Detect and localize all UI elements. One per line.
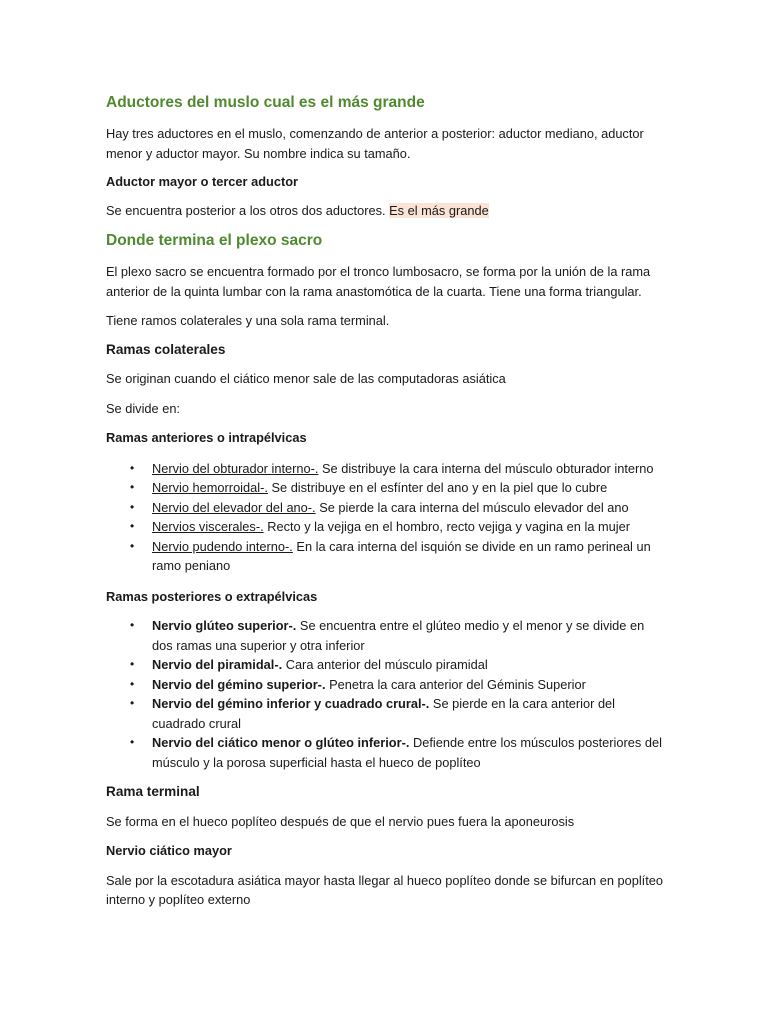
- subheading-ramas-colaterales: Ramas colaterales: [106, 341, 226, 357]
- list-item: [106, 655, 666, 675]
- list-item: [106, 459, 666, 479]
- list-item: [106, 616, 666, 655]
- list-item-description: Se pierde en la cara anterior del cuadrado crural: [152, 696, 616, 731]
- list-item-description: Se distribuye en el esfínter del ano y en la piel que lo cubre: [271, 480, 608, 495]
- bullet-icon: •: [130, 676, 135, 691]
- bullet-icon: •: [130, 735, 135, 749]
- paragraph-aductores-intro: Hay tres aductores en el muslo, comenzando de anterior a posterior: aductor mediano, aductor menor y aductor mayor. Su nombre indica su tamaño.: [106, 126, 644, 161]
- list-item-term: Nervio del ciático menor o glúteo inferior-.: [152, 735, 410, 750]
- highlighted-text: Es el más grande: [389, 202, 489, 218]
- list-item-term: Nervio hemorroidal-.: [152, 480, 268, 495]
- bullet-icon: •: [130, 657, 135, 671]
- bullet-icon: •: [130, 538, 135, 553]
- subheading-ramas-anteriores: Ramas anteriores o intrapélvicas: [106, 430, 307, 445]
- subheading-ramas-posteriores: Ramas posteriores o extrapélvicas: [106, 588, 318, 604]
- list-item-term: Nervio del obturador interno-.: [152, 460, 319, 476]
- list-item-description: Cara anterior del músculo piramidal: [285, 657, 488, 672]
- bullet-icon: •: [130, 696, 135, 710]
- list-item-term: Nervio del piramidal-.: [152, 657, 283, 672]
- list-item: [106, 675, 666, 695]
- paragraph-aductor-mayor: [106, 201, 666, 221]
- bullet-icon: •: [130, 618, 135, 632]
- list-item-term: Nervios viscerales-.: [152, 519, 264, 534]
- paragraph-colaterales-origen: Se originan cuando el ciático menor sale de las computadoras asiática: [106, 371, 506, 386]
- subheading-rama-terminal: Rama terminal: [106, 784, 200, 799]
- paragraph-ciatico-mayor: Sale por la escotadura asiática mayor hasta llegar al hueco poplíteo donde se bifurcan en poplíteo interno y poplíteo externo: [106, 872, 664, 907]
- document-body: [106, 92, 666, 910]
- bullet-icon: •: [130, 460, 135, 475]
- list-item-term: Nervio glúteo superior-.: [152, 618, 297, 633]
- list-item-term: Nervio del elevador del ano-.: [152, 499, 316, 515]
- subheading-aductor-mayor: Aductor mayor o tercer aductor: [106, 174, 298, 189]
- list-item-description: En la cara interna del isquión se divide en un ramo perineal un ramo peniano: [152, 538, 651, 573]
- list-item-description: Se distribuye la cara interna del músculo obturador interno: [322, 460, 654, 476]
- paragraph-plexo-sacro: El plexo sacro se encuentra formado por el tronco lumbosacro, se forma por la unión de la rama anterior de la quinta lumbar con la rama anastomótica de la cuarta. Tiene una forma triangular.: [106, 264, 651, 299]
- paragraph-aductor-mayor-text: Se encuentra posterior a los otros dos aductores.: [106, 202, 386, 218]
- list-item-term: Nervio del gémino superior-.: [152, 676, 326, 692]
- list-item: [106, 498, 666, 518]
- list-item: [106, 733, 666, 772]
- bullet-icon: •: [130, 519, 135, 533]
- list-item-description: Defiende entre los músculos posteriores del músculo y la porosa superficial hasta el hueco de poplíteo: [152, 735, 662, 770]
- list-item-description: Se encuentra entre el glúteo medio y el menor y se divide en dos ramas una superior y otra inferior: [152, 618, 645, 653]
- paragraph-se-divide: Se divide en:: [106, 400, 180, 416]
- list-ramas-posteriores: [106, 616, 666, 772]
- list-item: [106, 694, 666, 733]
- paragraph-rama-terminal: Se forma en el hueco poplíteo después de que el nervio pues fuera la aponeurosis: [106, 813, 575, 829]
- section-title-plexo-sacro: Donde termina el plexo sacro: [106, 232, 323, 249]
- subheading-ciatico-mayor: Nervio ciático mayor: [106, 843, 232, 858]
- list-item: [106, 537, 666, 576]
- list-item-term: Nervio pudendo interno-.: [152, 538, 293, 554]
- list-item-description: Penetra la cara anterior del Géminis Superior: [329, 676, 586, 692]
- section-title-aductores: Aductores del muslo cual es el más grande: [106, 94, 425, 111]
- list-item-term: Nervio del gémino inferior y cuadrado crural-.: [152, 696, 430, 711]
- list-item-description: Recto y la vejiga en el hombro, recto vejiga y vagina en la mujer: [267, 519, 630, 534]
- bullet-icon: •: [130, 499, 135, 514]
- bullet-icon: •: [130, 480, 135, 494]
- list-item: [106, 517, 666, 537]
- paragraph-ramos: Tiene ramos colaterales y una sola rama terminal.: [106, 313, 390, 328]
- list-ramas-anteriores: [106, 459, 666, 576]
- list-item: [106, 478, 666, 498]
- list-item-description: Se pierde la cara interna del músculo elevador del ano: [319, 499, 629, 515]
